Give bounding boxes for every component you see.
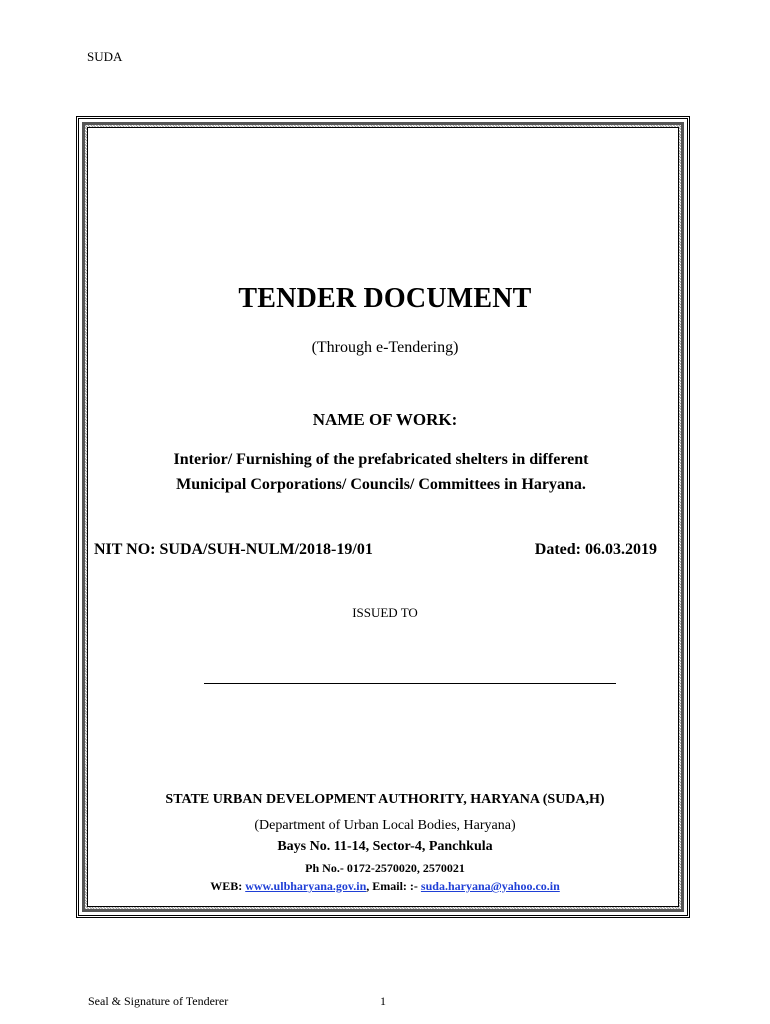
issued-to-line	[204, 683, 616, 684]
authority-phone: Ph No.- 0172-2570020, 2570021	[305, 861, 465, 875]
page-border-inner	[87, 127, 679, 907]
work-description-line-1: Interior/ Furnishing of the prefabricated shelters in different	[173, 451, 589, 468]
department-name: (Department of Urban Local Bodies, Haryana)	[254, 818, 516, 833]
website-link[interactable]: www.ulbharyana.gov.in	[245, 879, 367, 893]
work-description-line-2: Municipal Corporations/ Councils/ Committees in Haryana.	[176, 476, 586, 493]
authority-address: Bays No. 11-14, Sector-4, Panchkula	[277, 839, 493, 854]
email-label: , Email: :-	[366, 879, 421, 893]
document-title: TENDER DOCUMENT	[238, 283, 532, 314]
authority-name: STATE URBAN DEVELOPMENT AUTHORITY, HARYANA (SUDA,H)	[165, 792, 605, 807]
email-link[interactable]: suda.haryana@yahoo.co.in	[420, 879, 560, 893]
issued-to-label: ISSUED TO	[352, 605, 418, 620]
work-label: NAME OF WORK:	[312, 410, 458, 429]
web-label: WEB:	[210, 879, 246, 893]
page-number: 1	[380, 994, 386, 1008]
contact-line	[0, 879, 770, 894]
document-subtitle: (Through e-Tendering)	[311, 339, 459, 356]
nit-number: NIT NO: SUDA/SUH-NULM/2018-19/01	[94, 541, 373, 558]
work-description	[131, 447, 631, 497]
seal-signature-label: Seal & Signature of Tenderer	[88, 994, 229, 1008]
nit-date: Dated: 06.03.2019	[534, 541, 657, 558]
header-label: SUDA	[87, 49, 123, 64]
